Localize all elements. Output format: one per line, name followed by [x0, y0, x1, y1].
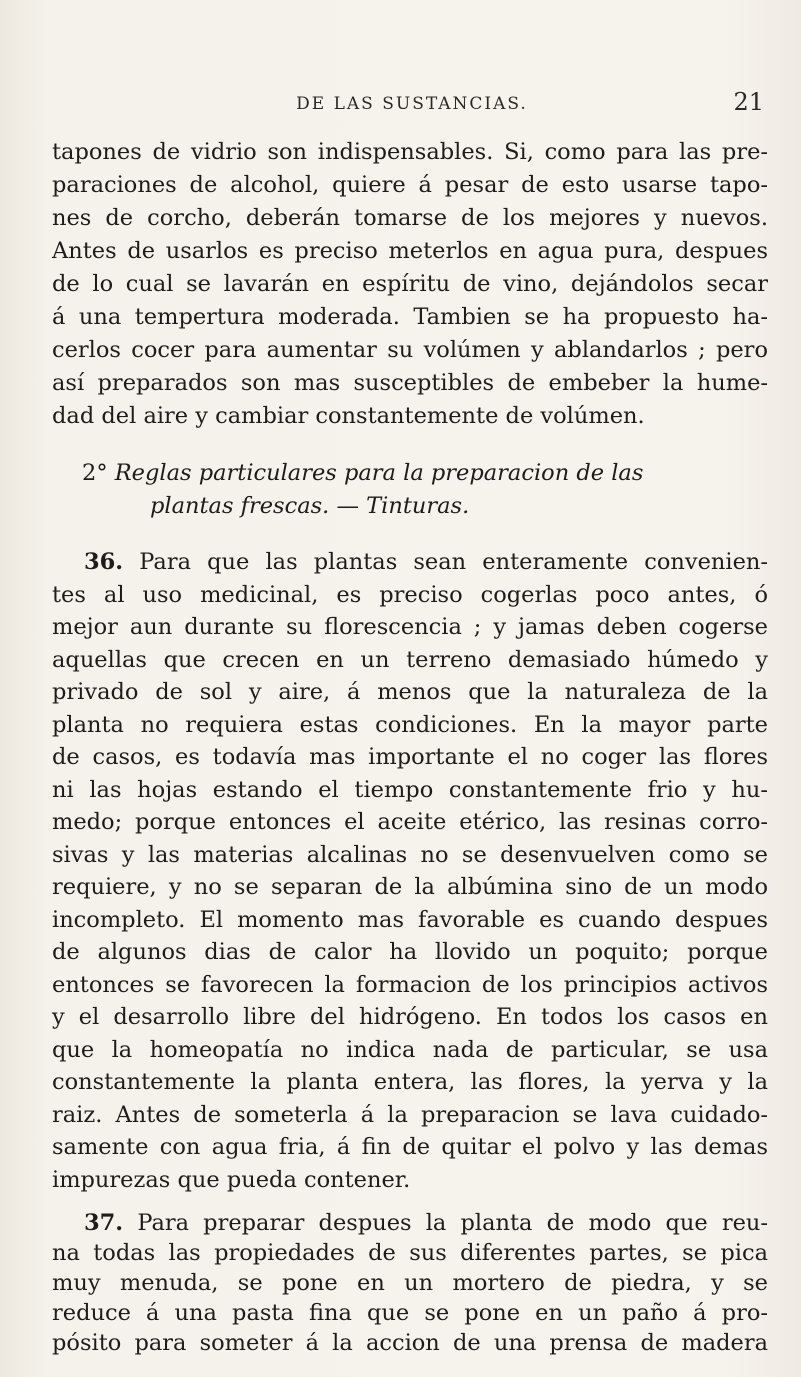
- text-line: muy menuda, se pone en un mortero de piedra, y se: [52, 1270, 768, 1296]
- text-line: incompleto. El momento mas favorable es cuando despues: [52, 906, 768, 933]
- text-segment: Para preparar despues la planta de modo que reu-: [137, 1210, 768, 1236]
- text-segment: Para que las plantas sean enteramente convenien-: [139, 549, 768, 575]
- text-line: requiere, y no se separan de la albúmina sino de un modo: [52, 874, 768, 900]
- text-line: raiz. Antes de someterla á la preparacion se lava cuidado-: [52, 1101, 768, 1128]
- section-heading-text: Reglas particulares para la preparacion de las: [114, 460, 644, 486]
- paragraph-number: 36.: [84, 549, 124, 575]
- text-line: constantemente la planta entera, las flores, la yerva y la: [52, 1069, 768, 1095]
- text-line: cerlos cocer para aumentar su volúmen y ablandarlos ; pero: [52, 337, 768, 363]
- text-line: así preparados son mas susceptibles de embeber la hume-: [52, 370, 768, 396]
- text-line: ni las hojas estando el tiempo constantemente frio y hu-: [52, 776, 768, 803]
- section-heading-line-2: plantas frescas. — Tinturas.: [150, 493, 470, 519]
- text-line: nes de corcho, deberán tomarse de los mejores y nuevos.: [52, 205, 768, 231]
- text-line: de casos, es todavía mas importante el no coger las flores: [52, 744, 768, 770]
- text-line: pósito para someter á la accion de una prensa de madera: [52, 1330, 768, 1356]
- text-line: sivas y las materias alcalinas no se desenvuelven como se: [52, 841, 768, 868]
- text-line: na todas las propiedades de sus diferentes partes, se pica: [52, 1240, 768, 1266]
- text-line: de lo cual se lavarán en espíritu de vino, dejándolos secar: [52, 271, 768, 297]
- text-line: planta no requiera estas condiciones. En la mayor parte: [52, 711, 768, 738]
- page-number: 21: [733, 88, 764, 116]
- text-line: dad del aire y cambiar constantemente de volúmen.: [52, 403, 645, 429]
- running-title: DE LAS SUSTANCIAS.: [296, 94, 528, 114]
- text-line: á una tempertura moderada. Tambien se ha propuesto ha-: [52, 304, 768, 330]
- paragraph-first-line: [84, 1208, 768, 1238]
- text-line: privado de sol y aire, á menos que la naturaleza de la: [52, 679, 768, 705]
- section-number: 2°: [82, 460, 108, 486]
- running-head: [56, 88, 768, 118]
- text-line: impurezas que pueda contener.: [52, 1166, 411, 1193]
- text-line: que la homeopatía no indica nada de particular, se usa: [52, 1036, 768, 1063]
- paragraph-number: 37.: [84, 1210, 124, 1236]
- text-line: samente con agua fria, á fin de quitar el polvo y las demas: [52, 1134, 768, 1160]
- text-line: entonces se favorecen la formacion de los principios activos: [52, 971, 768, 998]
- text-line: paraciones de alcohol, quiere á pesar de esto usarse tapo-: [52, 172, 768, 198]
- text-line: aquellas que crecen en un terreno demasiado húmedo y: [52, 646, 768, 673]
- text-line: tapones de vidrio son indispensables. Si, como para las pre-: [52, 139, 768, 165]
- paragraph-first-line: [84, 546, 768, 578]
- text-line: y el desarrollo libre del hidrógeno. En todos los casos en: [52, 1004, 768, 1030]
- text-line: mejor aun durante su florescencia ; y jamas deben cogerse: [52, 614, 768, 640]
- text-line: tes al uso medicinal, es preciso cogerlas poco antes, ó: [52, 581, 768, 608]
- text-line: de algunos dias de calor ha llovido un poquito; porque: [52, 939, 768, 965]
- text-line: Antes de usarlos es preciso meterlos en agua pura, despues: [52, 238, 768, 264]
- text-line: reduce á una pasta fina que se pone en un paño á pro-: [52, 1300, 768, 1326]
- text-line: medo; porque entonces el aceite etérico, las resinas corro-: [52, 809, 768, 835]
- section-heading-line-1: [82, 457, 768, 489]
